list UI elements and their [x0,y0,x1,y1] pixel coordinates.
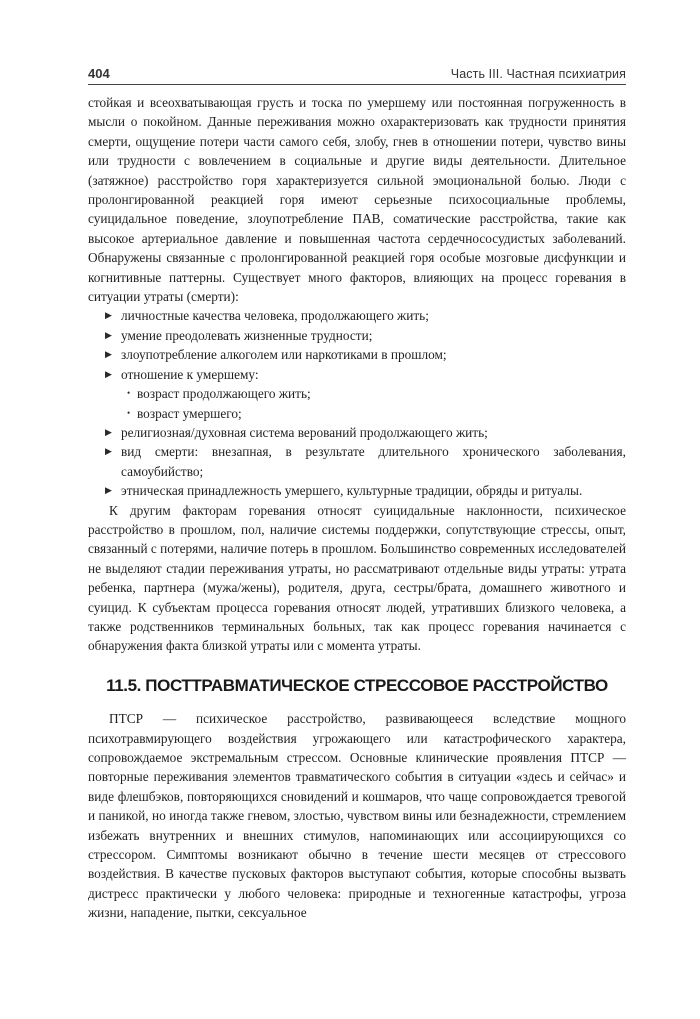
list-item-text: отношение к умершему: [121,366,259,382]
list-item-text: личностные качества человека, продолжающего жить; [121,308,429,324]
dot-bullet-icon: • [127,388,131,399]
running-header [88,58,626,85]
triangle-bullet-icon: ▶ [105,329,112,340]
paragraph-ptsd: ПТСР — психическое расстройство, развивающееся вследствие мощного психотравмирующего воздействия угрожающего или катастрофического характера, сопровождаемое экстремальным стрессом. Основные клинические проявления ПТСР — повторные переживания элементов травматического события в ситуации «здесь и сейчас» и виде флешбэков, повторяющихся сновидений и кошмаров, что чаще сопровождается тревогой и паникой, но иногда также гневом, злостью, чувством вины или безнадежности, стремлением избежать внутренних и внешних стимулов, напоминающих или ассоциирующихся со стрессором. Симптомы возникают обычно в течение шести месяцев от стрессового воздействия. В качестве пусковых факторов выступают события, которые способны вызвать дистресс практически у любого человека: природные и техногенные катастрофы, угроза жизни, нападение, пытки, сексуальное [88,711,626,921]
triangle-bullet-icon: ▶ [105,349,112,360]
list-item [105,481,626,500]
triangle-bullet-icon: ▶ [105,426,112,437]
list-item [105,306,626,325]
sublist-item [127,404,626,423]
sublist-item [127,384,626,403]
sublist-item-text: возраст умершего; [137,405,242,421]
list-item-text: религиозная/духовная система верований продолжающего жить; [121,424,488,440]
body-text [88,93,626,923]
list-item [105,326,626,345]
sublist-item-text: возраст продолжающего жить; [137,386,311,402]
list-item [105,423,626,442]
part-title: Часть III. Частная психиатрия [450,67,626,81]
paragraph-grief-continuation: стойкая и всеохватывающая грусть и тоска по умершему или постоянная погруженность в мысли о покойном. Данные переживания можно охарактеризовать как трудности принятия смерти, ощущение потери части самого себя, злобу, гнев в отношении потери, чувство вины или трудности с вовлечением в социальные и другие виды деятельности. Длительное (затяжное) расстройство горя характеризуется сильной эмоциональной болью. Люди с пролонгированной реакцией горя имеют серьезные психосоциальные проблемы, суицидальное поведение, злоупотребление ПАВ, соматические расстройства, такие как высокое артериальное давление и повышенная частота сердечнососудистых заболеваний. Обнаружены связанные с пролонгированной реакцией горя особые мозговые дисфункции и когнитивные паттерны. Существует много факторов, влияющих на процесс горевания в ситуации утраты (смерти): [88,95,626,305]
triangle-bullet-icon: ▶ [105,310,112,321]
grief-factors-list [88,306,626,500]
section-heading: 11.5. ПОСТТРАВМАТИЧЕСКОЕ СТРЕССОВОЕ РАССТРОЙСТВО [106,675,608,695]
list-item-text: умение преодолевать жизненные трудности; [121,327,373,343]
book-page [88,58,626,998]
list-item [105,345,626,364]
list-item-text: этническая принадлежность умершего, культурные традиции, обряды и ритуалы. [121,483,583,499]
list-item [105,365,626,423]
triangle-bullet-icon: ▶ [105,446,112,457]
page-number: 404 [88,66,110,81]
triangle-bullet-icon: ▶ [105,368,112,379]
triangle-bullet-icon: ▶ [105,485,112,496]
list-item-text: злоупотребление алкоголем или наркотиками в прошлом; [121,347,447,363]
dot-bullet-icon: • [127,407,131,418]
age-sublist [121,384,626,423]
list-item-text: вид смерти: внезапная, в результате длительного хронического заболевания, самоубийство; [121,444,626,479]
list-item [105,442,626,481]
paragraph-other-factors: К другим факторам горевания относят суицидальные наклонности, психическое расстройство в прошлом, пол, наличие системы поддержки, сопутствующие стрессы, опыт, связанный с потерями, наличие потерь в прошлом. Большинство современных исследователей не выделяют стадии переживания утраты, но рассматривают отдельные виды утраты: утрата ребенка, партнера (мужа/жены), родителя, друга, сестры/брата, домашнего животного и суицид. К субъектам процесса горевания относят людей, утративших близкого человека, а также родственников терминальных больных, так как процесс горевания начинается с обнаружения факта близкой утраты или с момента утраты. [88,502,626,654]
